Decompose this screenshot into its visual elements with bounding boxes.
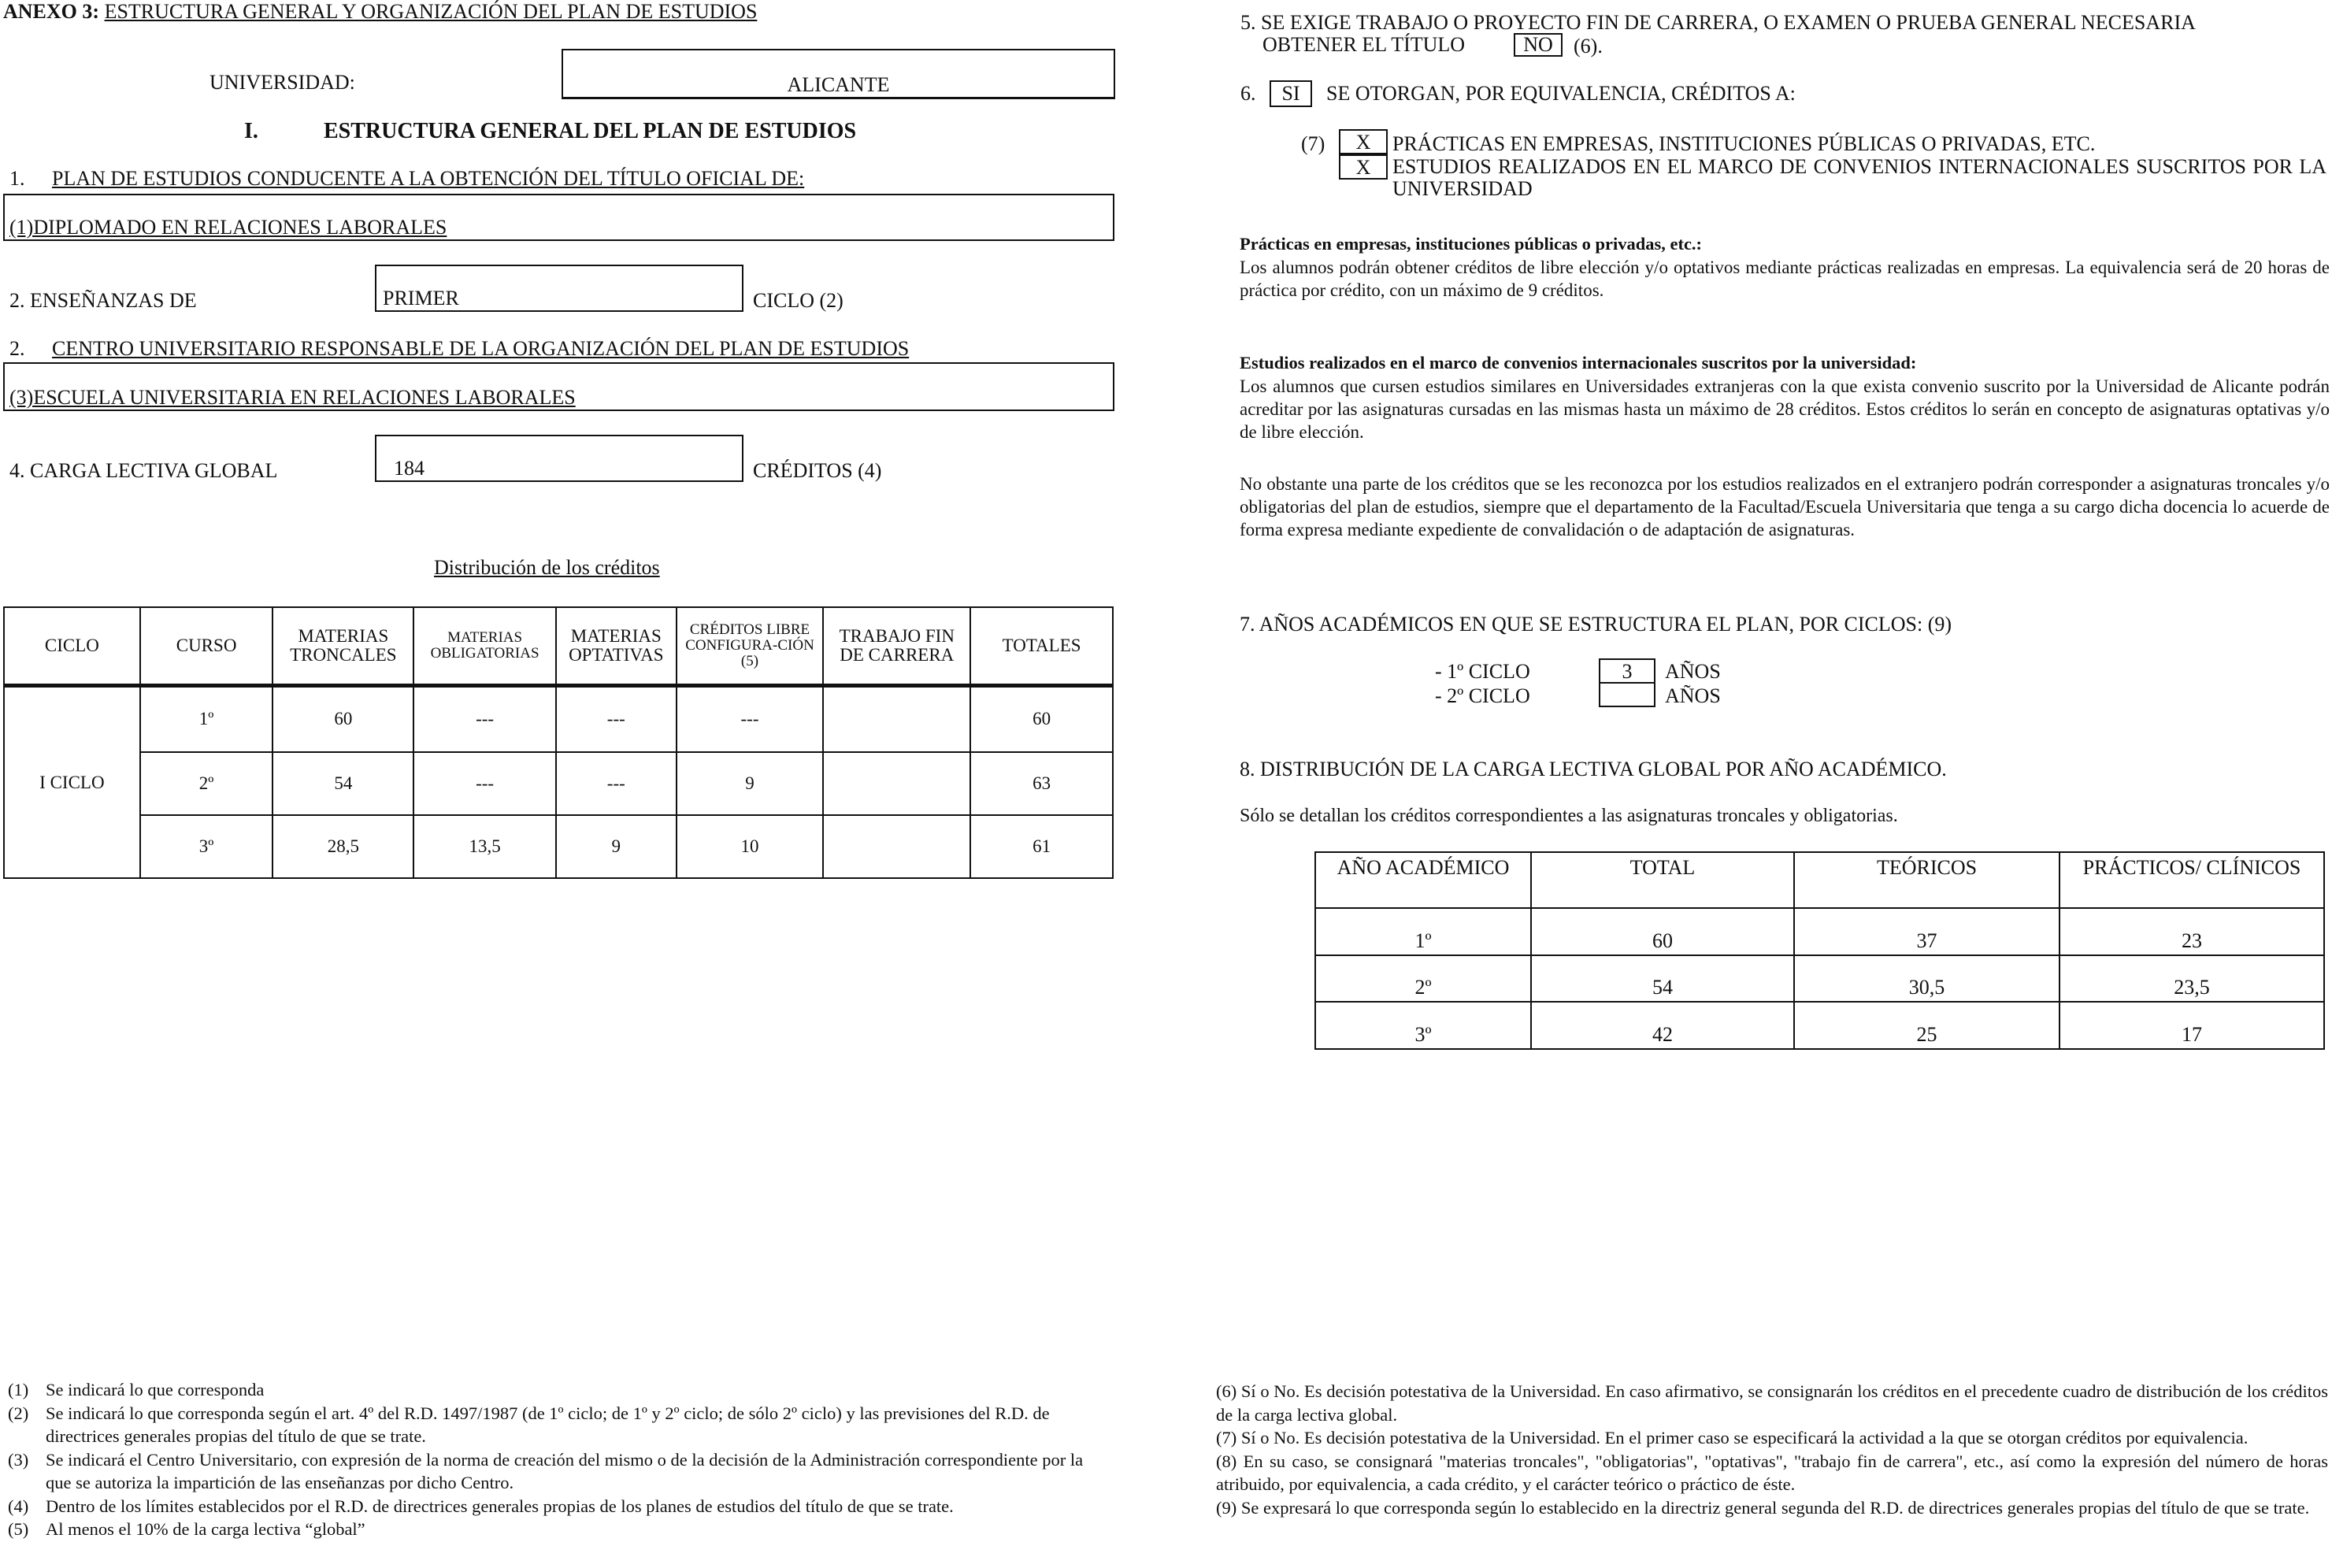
table-cell: 60	[272, 686, 413, 752]
university-label: UNIVERSIDAD:	[209, 71, 355, 94]
table-cell: 9	[677, 752, 824, 815]
table-cell: 3º	[1315, 1002, 1531, 1049]
table-cell: ---	[413, 686, 556, 752]
item2b-title: CENTRO UNIVERSITARIO RESPONSABLE DE LA ORGANIZACIÓN DEL PLAN DE ESTUDIOS	[52, 337, 910, 360]
item6-number: 6.	[1240, 82, 1256, 105]
equivalence-field	[1270, 80, 1312, 107]
col-teoricos: TEÓRICOS	[1794, 852, 2060, 908]
table-row	[1315, 955, 2324, 1003]
col-practicos: PRÁCTICOS/ CLÍNICOS	[2060, 852, 2324, 908]
table-cell: 10	[677, 815, 824, 878]
table-cell: ---	[677, 686, 824, 752]
table-row	[4, 686, 1113, 752]
item5-line2: OBTENER EL TÍTULO	[1262, 33, 1466, 56]
cycle-field	[375, 265, 743, 312]
table-cell: ---	[413, 752, 556, 815]
table-cell: 61	[970, 815, 1113, 878]
table-cell: 2º	[140, 752, 273, 815]
convenios-option-label: ESTUDIOS REALIZADOS EN EL MARCO DE CONVENIOS INTERNACIONALES SUSCRITOS POR LA UNIVERSIDAD	[1392, 155, 2326, 200]
estudios-body: Los alumnos que cursen estudios similares en Universidades extranjeras con la que exista convenio suscrito por la Universidad de Alicante podrán acreditar por las asignaturas cursadas en las mismas hasta un máximo de 28 créditos. Estos créditos lo serán en concepto de asignaturas optativas y/o de libre elección.	[1240, 376, 2330, 442]
table-cell: 54	[1531, 955, 1794, 1003]
table-cell: 2º	[1315, 955, 1531, 1003]
col-libre-configuracion: CRÉDITOS LIBRE CONFIGURA-CIÓN (5)	[677, 607, 824, 686]
col-curso: CURSO	[140, 607, 273, 686]
table-row	[1315, 1002, 2324, 1049]
item6-ref: (7)	[1301, 132, 1325, 155]
table-cell: 1º	[140, 686, 273, 752]
footnote: (9) Se expresará lo que corresponda según lo establecido en la directriz general segunda del R.D. de directrices generales propias del título de que se trate.	[1216, 1497, 2310, 1518]
table-row	[1315, 908, 2324, 955]
col-total: TOTAL	[1531, 852, 1794, 908]
credits-field	[375, 435, 743, 482]
academic-year-table	[1314, 851, 2325, 1050]
table-cell: 60	[1531, 908, 1794, 955]
table-cell: 17	[2060, 1002, 2324, 1049]
footnote: (1) Se indicará lo que corresponda	[8, 1380, 265, 1399]
section-title: ESTRUCTURA GENERAL DEL PLAN DE ESTUDIOS	[324, 119, 857, 143]
estudios-heading: Estudios realizados en el marco de convenios internacionales suscritos por la universidad:	[1240, 353, 1917, 373]
col-optativas: MATERIAS OPTATIVAS	[556, 607, 677, 686]
table-cell: ---	[556, 752, 677, 815]
table-cell	[823, 752, 970, 815]
equivalence-value: SI	[1281, 82, 1300, 105]
footnote: (6) Sí o No. Es decisión potestativa de la Universidad. En caso afirmativo, se consignarán los créditos en el precedente cuadro de distribución de los créditos de la carga lectiva global.	[1216, 1381, 2328, 1425]
distribution-title: Distribución de los créditos	[434, 556, 660, 579]
centre-value: (3)ESCUELA UNIVERSITARIA EN RELACIONES LABORALES	[9, 386, 576, 409]
practicas-mark: X	[1355, 131, 1371, 154]
item8-title: 8. DISTRIBUCIÓN DE LA CARGA LECTIVA GLOBAL POR AÑO ACADÉMICO.	[1240, 758, 1947, 780]
cycle1-years-value: 3	[1622, 660, 1633, 683]
footnote: (8) En su caso, se consignará "materias troncales", "obligatorias", "optativas", "trabajo fin de carrera", etc., así como la expresión del número de horas atribuido, por equivalencia, a cada crédito, y el carácter teórico o práctico de éste.	[1216, 1451, 2328, 1494]
practicas-body: Los alumnos podrán obtener créditos de libre elección y/o optativos mediante prácticas realizadas en empresas. La equivalencia será de 20 horas de práctica por crédito, con un máximo de 9 créditos.	[1240, 258, 2330, 300]
convenios-mark: X	[1355, 156, 1371, 179]
item6-text: SE OTORGAN, POR EQUIVALENCIA, CRÉDITOS A:	[1326, 82, 1796, 105]
table-cell: 3º	[140, 815, 273, 878]
section-roman: I.	[244, 119, 258, 143]
col-totales: TOTALES	[970, 607, 1113, 686]
footnote: (5) Al menos el 10% de la carga lectiva “global”	[8, 1519, 365, 1539]
university-value: ALICANTE	[787, 73, 890, 96]
item8-note: Sólo se detallan los créditos correspondientes a las asignaturas troncales y obligatorias.	[1240, 806, 1898, 826]
item2b-number: 2.	[9, 337, 25, 360]
table-cell: 23,5	[2060, 955, 2324, 1003]
cycle-cell: I CICLO	[4, 686, 140, 879]
table-cell: 37	[1794, 908, 2060, 955]
table-cell: 42	[1531, 1002, 1794, 1049]
table-cell: 9	[556, 815, 677, 878]
cycle1-years-field	[1599, 658, 1655, 684]
footnote: (4) Dentro de los límites establecidos por el R.D. de directrices generales propias de los planes de estudios del título de que se trate.	[8, 1496, 954, 1516]
footnotes-right	[1216, 1380, 2328, 1519]
col-obligatorias: MATERIAS OBLIGATORIAS	[413, 607, 556, 686]
estudios-body-2: No obstante una parte de los créditos que se les reconozca por los estudios realizados en el extranjero podrán corresponder a asignaturas troncales y/o obligatorias del plan de estudios, siempre que el departamento de la Facultad/Escuela Universitaria que tenga a su cargo dicha docencia lo acuerde de forma expresa mediante expediente de convalidación o de adaptación de asignaturas.	[1240, 474, 2330, 539]
title-field	[3, 194, 1114, 241]
convenios-checkbox	[1339, 154, 1388, 180]
cycle2-unit: AÑOS	[1665, 684, 1721, 707]
table-cell	[823, 815, 970, 878]
credits-suffix: CRÉDITOS (4)	[753, 459, 882, 482]
footnotes-left	[8, 1378, 1107, 1541]
table-row	[4, 752, 1113, 815]
item5-suffix: (6).	[1574, 35, 1603, 57]
footnote: (3) Se indicará el Centro Universitario, con expresión de la norma de creación del mismo o de la decisión de la Administración correspondiente por la que se autoriza la impartición de las enseñanzas por dicho Centro.	[8, 1449, 1084, 1492]
table-cell: 63	[970, 752, 1113, 815]
thesis-required-value: NO	[1523, 33, 1553, 56]
academic-year-header-row	[1315, 852, 2324, 908]
annex-heading: ANEXO 3: ESTRUCTURA GENERAL Y ORGANIZACIÓN DEL PLAN DE ESTUDIOS	[3, 0, 758, 23]
title-value: (1)DIPLOMADO EN RELACIONES LABORALES	[9, 216, 447, 239]
col-ciclo: CICLO	[4, 607, 140, 686]
table-cell: 23	[2060, 908, 2324, 955]
item4-label: 4. CARGA LECTIVA GLOBAL	[9, 459, 278, 482]
table-cell: ---	[556, 686, 677, 752]
cycle-value: PRIMER	[383, 287, 459, 310]
practicas-option-label: PRÁCTICAS EN EMPRESAS, INSTITUCIONES PÚBLICAS O PRIVADAS, ETC.	[1392, 132, 2096, 155]
col-ano-academico: AÑO ACADÉMICO	[1315, 852, 1531, 908]
thesis-required-field	[1514, 33, 1563, 57]
cycle2-years-field	[1599, 682, 1655, 707]
item2-label: 2. ENSEÑANZAS DE	[9, 289, 197, 312]
university-field	[562, 49, 1115, 99]
cycle1-label: - 1º CICLO	[1435, 660, 1530, 683]
table-cell: 25	[1794, 1002, 2060, 1049]
item5-line1: 5. SE EXIGE TRABAJO O PROYECTO FIN DE CARRERA, O EXAMEN O PRUEBA GENERAL NECESARIA	[1240, 11, 2196, 34]
item1-number: 1.	[9, 167, 25, 190]
cycle2-label: - 2º CICLO	[1435, 684, 1530, 707]
cycle1-unit: AÑOS	[1665, 660, 1721, 683]
table-cell: 1º	[1315, 908, 1531, 955]
footnote: (7) Sí o No. Es decisión potestativa de la Universidad. En el primer caso se especificará la actividad a la que se otorgan créditos por equivalencia.	[1216, 1428, 2249, 1448]
item1-title: PLAN DE ESTUDIOS CONDUCENTE A LA OBTENCIÓN DEL TÍTULO OFICIAL DE:	[52, 167, 805, 190]
distribution-header-row	[4, 607, 1113, 686]
practicas-checkbox	[1339, 129, 1388, 154]
credits-value: 184	[394, 457, 425, 480]
table-row	[4, 815, 1113, 878]
table-cell: 54	[272, 752, 413, 815]
item7-title: 7. AÑOS ACADÉMICOS EN QUE SE ESTRUCTURA EL PLAN, POR CICLOS: (9)	[1240, 613, 1952, 636]
col-troncales: MATERIAS TRONCALES	[272, 607, 413, 686]
centre-field	[3, 362, 1114, 411]
table-cell	[823, 686, 970, 752]
practicas-heading: Prácticas en empresas, instituciones públicas o privadas, etc.:	[1240, 234, 1703, 254]
table-cell: 30,5	[1794, 955, 2060, 1003]
footnote: (2) Se indicará lo que corresponda según el art. 4º del R.D. 1497/1987 (de 1º ciclo; de 1º y 2º ciclo; de sólo 2º ciclo) y las previsiones del R.D. de directrices generales propias del título de que se trate.	[8, 1403, 1050, 1446]
table-cell: 13,5	[413, 815, 556, 878]
table-cell: 28,5	[272, 815, 413, 878]
distribution-table	[3, 606, 1114, 879]
table-cell: 60	[970, 686, 1113, 752]
cycle-suffix: CICLO (2)	[753, 289, 843, 312]
col-trabajo-fin: TRABAJO FIN DE CARRERA	[823, 607, 970, 686]
